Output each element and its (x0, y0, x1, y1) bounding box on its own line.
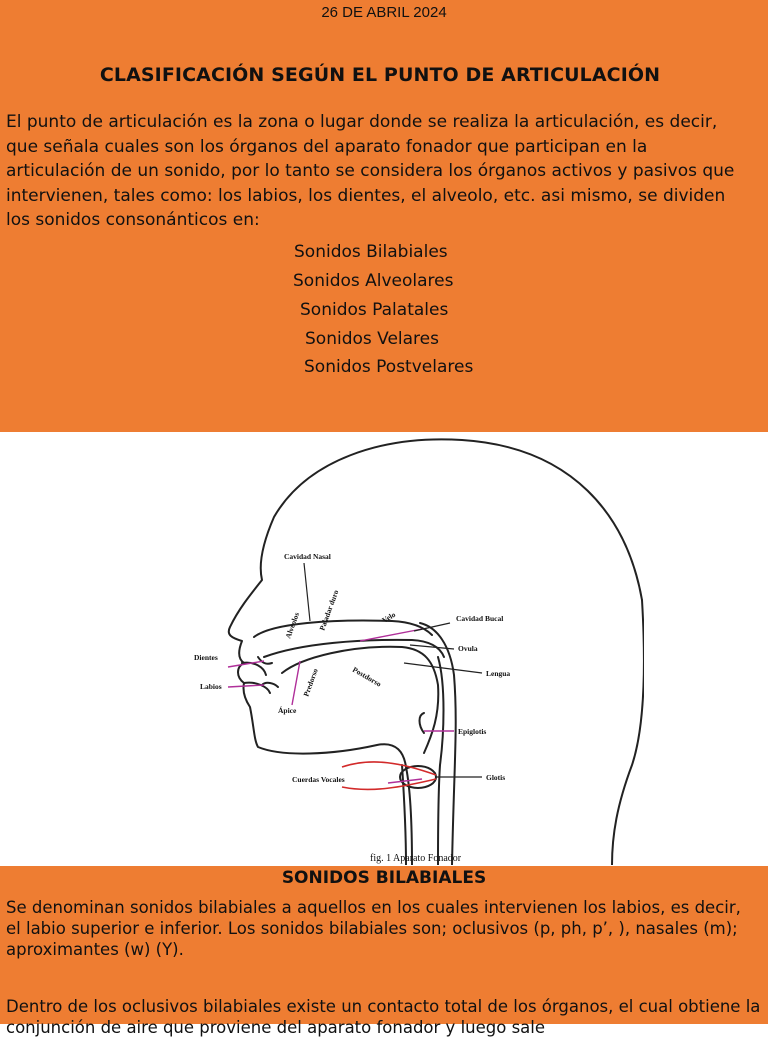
list-item-alveolares: Sonidos Alveolares (293, 271, 454, 291)
figure-caption: fig. 1 Aparato Fonador (370, 853, 462, 864)
label-dientes: Dientes (194, 653, 218, 662)
label-lengua: Lengua (486, 669, 511, 678)
label-epiglotis: Epiglotis (458, 727, 487, 736)
intro-paragraph: El punto de articulación es la zona o lugar donde se realiza la articulación, es decir, que señala cuales son los órganos del aparato fonador que participan en la articulación de un sonido, por lo tanto se considera los órganos activos y pasivos que intervienen, tales como: los labios, los dientes, el alveolo, etc. asi mismo, se dividen los sonidos consonánticos en: (6, 112, 735, 230)
epiglottis (420, 713, 425, 733)
label-alveolos: Alveolos (283, 611, 302, 640)
section-title: CLASIFICACIÓN SEGÚN EL PUNTO DE ARTICULACIÓN (99, 64, 661, 86)
label-velo: Velo (380, 609, 398, 625)
label-cavidad-bucal: Cavidad Bucal (456, 614, 504, 623)
label-paladar-duro: Paladar duro (317, 588, 341, 632)
nasal-floor (254, 621, 432, 637)
label-labios: Labios (200, 682, 222, 691)
label-ovula: Ovula (458, 644, 478, 653)
lower-lip (244, 683, 270, 693)
larynx (402, 765, 406, 865)
label-postdorso: Postdorso (351, 664, 383, 689)
head-outline (229, 439, 642, 865)
bilabiales-paragraph: Se denominan sonidos bilabiales a aquellos en los cuales intervienen los labios, es decir, el labio superior e inferior. Los sonidos bilabiales son; oclusivos (p, ph, p’, ), nasales (m); aproximantes (w) (Y). (6, 898, 741, 959)
vocal-apparatus-figure (192, 435, 644, 865)
section-heading-bilabiales: SONIDOS BILABIALES (281, 868, 487, 888)
list-item-velares: Sonidos Velares (305, 329, 439, 349)
vocal-apparatus-diagram (192, 435, 644, 865)
list-item-postvelares: Sonidos Postvelares (304, 357, 474, 377)
label-cuerdas-vocales: Cuerdas Vocales (292, 775, 345, 784)
tongue (282, 647, 438, 753)
oclusivos-paragraph: Dentro de los oclusivos bilabiales existe un contacto total de los órganos, el cual obtiene la conjunción de aire que proviene del aparato fonador y luego sale (6, 997, 761, 1037)
date-label: 26 DE ABRIL 2024 (321, 4, 447, 21)
label-cavidad-nasal: Cavidad Nasal (284, 552, 331, 561)
label-glotis: Glotis (486, 773, 506, 782)
list-item-palatales: Sonidos Palatales (300, 300, 449, 320)
list-item-bilabiales: Sonidos Bilabiales (294, 242, 448, 262)
label-apice: Ápice (278, 706, 297, 715)
label-predorso: Predorso (301, 667, 320, 698)
neck-back (612, 600, 644, 865)
